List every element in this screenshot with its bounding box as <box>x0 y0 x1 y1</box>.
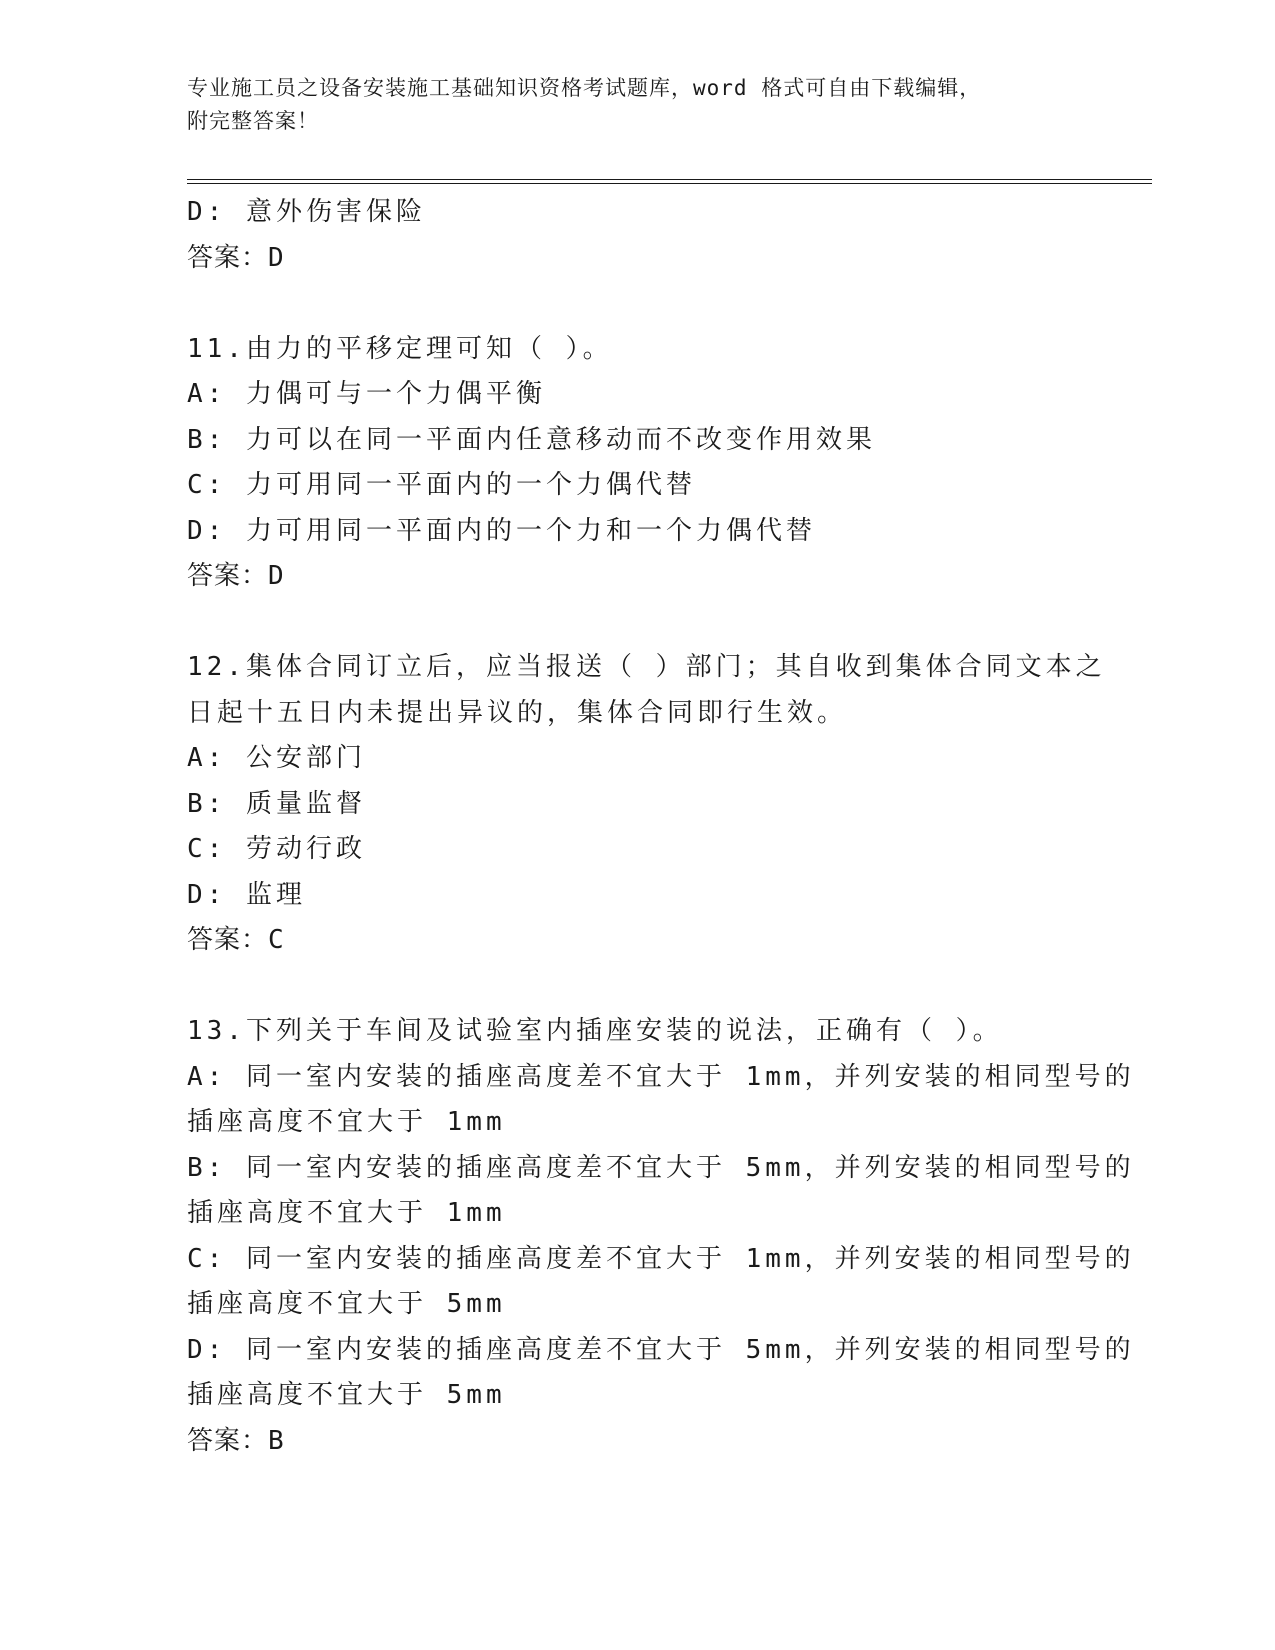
header-divider-top <box>187 179 1152 180</box>
option-a: A: 力偶可与一个力偶平衡 <box>187 379 546 409</box>
answer-line: 答案：D <box>187 561 285 591</box>
option-d-continued: 插座高度不宜大于 5mm <box>187 1380 506 1410</box>
question-stem: 11.由力的平移定理可知（ ）。 <box>187 333 613 364</box>
document-header <box>187 72 1087 138</box>
option-d: D: 力可用同一平面内的一个力和一个力偶代替 <box>187 515 816 546</box>
option-a-continued: 插座高度不宜大于 1mm <box>187 1107 506 1137</box>
answer-line: 答案：C <box>187 925 285 955</box>
option-c: C: 力可用同一平面内的一个力偶代替 <box>187 470 696 500</box>
option-d: D: 监理 <box>187 879 306 910</box>
question-block-12 <box>187 645 1106 964</box>
option-a: A: 同一室内安装的插座高度差不宜大于 1mm，并列安装的相同型号的 <box>187 1061 1135 1092</box>
spacer <box>187 281 1087 327</box>
question-block-11 <box>187 327 1087 600</box>
answer-line: 答案：D <box>187 242 285 273</box>
question-list <box>187 190 1135 1464</box>
option-d: D: 同一室内安装的插座高度差不宜大于 5mm，并列安装的相同型号的 <box>187 1334 1135 1365</box>
option-d: D: 意外伤害保险 <box>187 197 426 227</box>
option-b-continued: 插座高度不宜大于 1mm <box>187 1198 506 1228</box>
header-divider-bottom <box>187 183 1152 184</box>
spacer <box>187 600 1087 646</box>
answer-line: 答案：B <box>187 1425 285 1456</box>
option-b: B: 质量监督 <box>187 788 366 819</box>
question-stem: 13.下列关于车间及试验室内插座安装的说法，正确有（ ）。 <box>187 1016 1003 1046</box>
header-line-1: 专业施工员之设备安装施工基础知识资格考试题库，word 格式可自由下载编辑， <box>187 76 982 100</box>
question-block-13 <box>187 1009 1135 1464</box>
option-c-continued: 插座高度不宜大于 5mm <box>187 1289 506 1319</box>
header-line-2: 附完整答案！ <box>187 109 319 133</box>
option-b: B: 力可以在同一平面内任意移动而不改变作用效果 <box>187 424 876 455</box>
option-c: C: 劳动行政 <box>187 834 366 864</box>
option-b: B: 同一室内安装的插座高度差不宜大于 5mm，并列安装的相同型号的 <box>187 1152 1135 1183</box>
option-c: C: 同一室内安装的插座高度差不宜大于 1mm，并列安装的相同型号的 <box>187 1243 1135 1274</box>
question-stem-continued: 日起十五日内未提出异议的，集体合同即行生效。 <box>187 697 848 728</box>
option-a: A: 公安部门 <box>187 743 366 773</box>
question-block-10 <box>187 190 1087 281</box>
question-stem: 12.集体合同订立后，应当报送（ ）部门；其自收到集体合同文本之 <box>187 652 1106 682</box>
spacer <box>187 964 1087 1010</box>
